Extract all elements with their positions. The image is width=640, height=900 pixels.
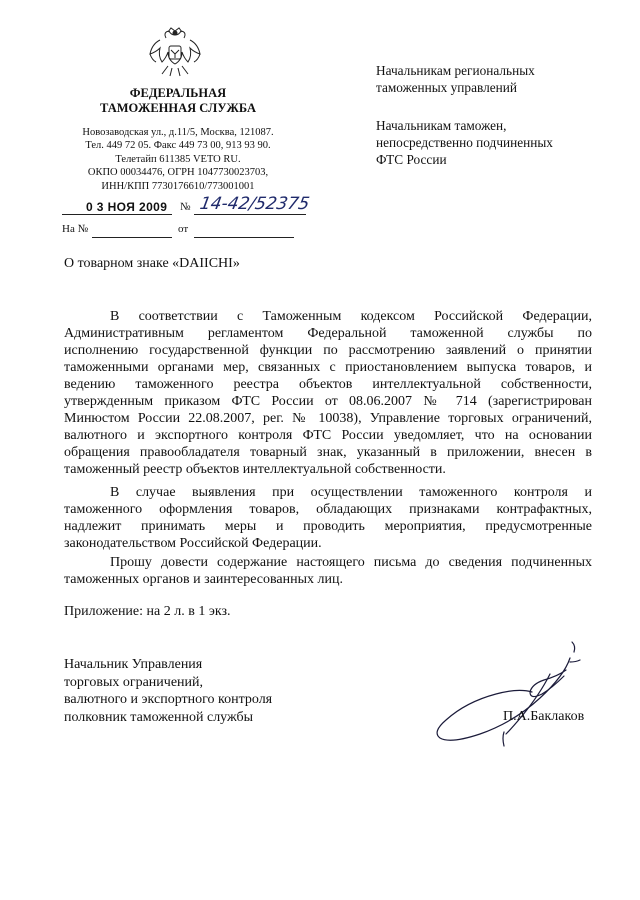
on-no-underline: [92, 237, 172, 238]
signatory-title-line: торговых ограничений,: [64, 674, 204, 690]
body-line: таможенный реестр объектов интеллектуальной собственности.: [64, 462, 446, 477]
body-line: обращения правообладателя товарный знак, указанный в приложении, внесен в: [64, 445, 592, 460]
body-line: таможенных органов и заинтересованных лиц.: [64, 572, 343, 587]
addressee-line: ФТС России: [376, 152, 447, 167]
body-line: Административным регламентом Федеральной таможенной службы по: [64, 326, 592, 341]
letter-subject: О товарном знаке «DAIICHI»: [64, 256, 240, 271]
signatory-name: П.А.Баклаков: [503, 709, 585, 724]
signatory-title: [64, 656, 272, 726]
addressee-line: непосредственно подчиненных: [376, 135, 553, 150]
body-line: валютного и экспортного контроля ФТС России уведомляет, что на основании: [64, 428, 592, 443]
addressee-line: Начальникам региональных: [376, 63, 535, 78]
body-line: исполнению государственной функции по рассмотрению заявлений о принятии: [64, 343, 592, 358]
registration-line: [62, 194, 312, 220]
addressee-regional: [376, 62, 606, 96]
body-line: ведению таможенного реестра объектов интеллектуальной собственности,: [64, 377, 592, 392]
document-number: 14-42/52375: [198, 194, 311, 214]
body-paragraph-2: [64, 484, 592, 552]
number-sign: №: [180, 201, 191, 213]
addressee-line: таможенных управлений: [376, 80, 517, 95]
contact-line: Телетайп 611385 VETO RU.: [115, 153, 241, 165]
agency-name-line: ФЕДЕРАЛЬНАЯ: [129, 86, 227, 100]
from-label: от: [178, 223, 189, 235]
body-line: В случае выявления при осуществлении таможенного контроля и: [110, 485, 592, 500]
signatory-title-line: валютного и экспортного контроля: [64, 692, 273, 708]
handwritten-signature-icon: [420, 640, 590, 750]
on-no-label: На №: [62, 223, 89, 235]
addressee-line: Начальникам таможен,: [376, 118, 507, 133]
body-paragraph-3: [64, 554, 592, 588]
body-line: В соответствии с Таможенным кодексом Российской Федерации,: [110, 309, 592, 324]
body-line: Минюстом России 22.08.2007, рег. № 10038), Управление торговых ограничений,: [64, 411, 592, 426]
body-line: утвержденным приказом ФТС России от 08.06.2007 № 714 (зарегистрирован: [64, 394, 592, 409]
body-line: таможенными органами мер, связанных с приостановлением выпуска товаров, и: [64, 360, 592, 375]
body-line: Прошу довести содержание настоящего письма до сведения подчиненных: [110, 555, 592, 570]
addressee-customs: [376, 117, 606, 168]
date-underline: [62, 214, 172, 215]
reference-line: [62, 223, 302, 241]
eagle-emblem-icon: [146, 26, 204, 80]
body-line: таможенного оформления товаров, обладающих признаками контрафактных,: [64, 502, 592, 517]
contact-line: Новозаводская ул., д.11/5, Москва, 121087.: [82, 127, 274, 138]
agency-contacts: [60, 126, 296, 193]
contact-line: Тел. 449 72 05. Факс 449 73 00, 913 93 90.: [85, 140, 271, 152]
attachment-note: Приложение: на 2 л. в 1 экз.: [64, 604, 231, 619]
body-line: надлежит принимать меры и проводить мероприятия, предусмотренные: [64, 519, 592, 534]
signatory-title-line: полковник таможенной службы: [64, 709, 254, 725]
contact-line: ИНН/КПП 7730176610/773001001: [101, 180, 255, 192]
number-underline: [194, 214, 306, 215]
body-paragraph-1: [64, 308, 592, 478]
body-line: законодательством Российской Федерации.: [64, 536, 322, 551]
contact-line: ОКПО 00034476, ОГРН 1047730023703,: [87, 167, 269, 179]
agency-name-line: ТАМОЖЕННАЯ СЛУЖБА: [100, 101, 256, 115]
agency-name: [68, 86, 288, 116]
document-date: 0 3 НОЯ 2009: [86, 200, 168, 214]
from-underline: [194, 237, 294, 238]
signatory-title-line: Начальник Управления: [64, 657, 203, 672]
